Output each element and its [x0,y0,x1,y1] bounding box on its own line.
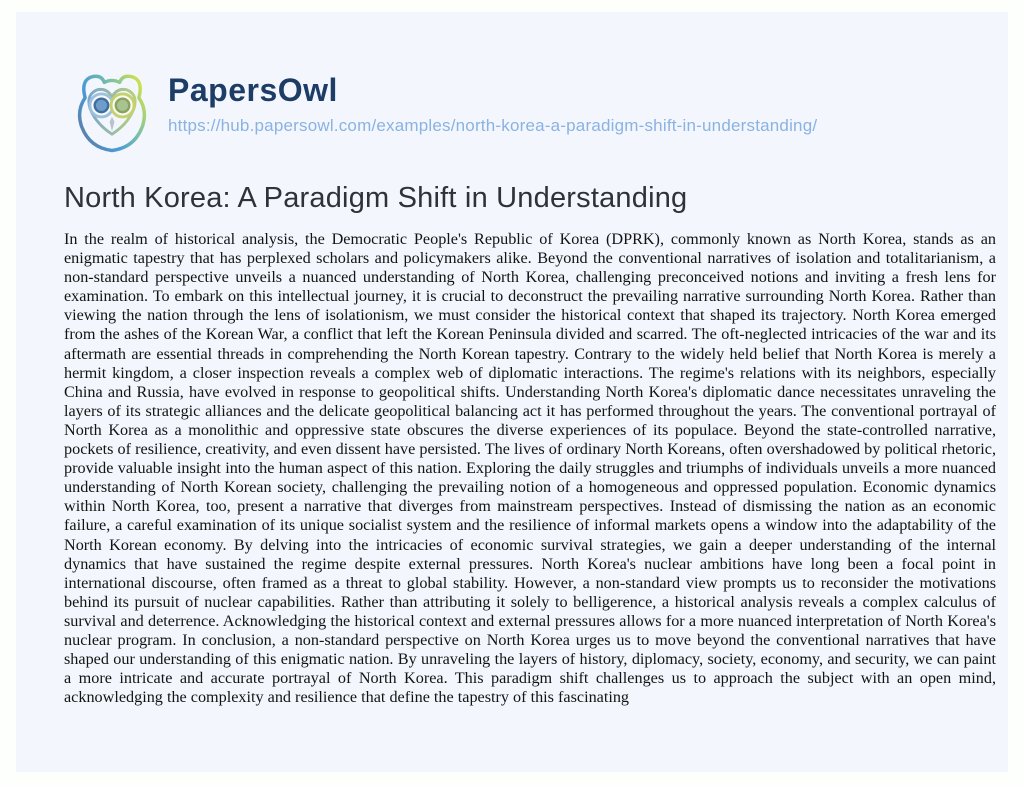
papersowl-owl-logo-icon [64,66,160,164]
source-url-link[interactable]: https://hub.papersowl.com/examples/north-korea-a-paradigm-shift-in-understanding/ [168,116,818,135]
essay-body-text: In the realm of historical analysis, the Democratic People's Republic of Korea (DPRK), commonly known as North Korea, stands as an enigmatic tapestry that has perplexed scholars and policymakers alike. Beyond the conventional narratives of isolation and totalitarianism, a non-standard perspective unveils a nuanced understanding of North Korea, challenging preconceived notions and inviting a fresh lens for examination. To embark on this intellectual journey, it is crucial to deconstruct the prevailing narrative surrounding North Korea. Rather than viewing the nation through the lens of isolationism, we must consider the historical context that shaped its trajectory. North Korea emerged from the ashes of the Korean War, a conflict that left the Korean Peninsula divided and scarred. The oft-neglected intricacies of the war and its aftermath are essential threads in comprehending the North Korean tapestry. Contrary to the widely held belief that North Korea is merely a hermit kingdom, a closer inspection reveals a complex web of diplomatic interactions. The regime's relations with its neighbors, especially China and Russia, have evolved in response to geopolitical shifts. Understanding North Korea's diplomatic dance necessitates unraveling the layers of its strategic alliances and the delicate geopolitical balancing act it has performed throughout the years. The conventional portrayal of North Korea as a monolithic and oppressive state obscures the diverse experiences of its populace. Beyond the state-controlled narrative, pockets of resilience, creativity, and even dissent have persisted. The lives of ordinary North Koreans, often overshadowed by political rhetoric, provide valuable insight into the human aspect of this nation. Exploring the daily struggles and triumphs of individuals unveils a more nuanced understanding of North Korean society, challenging the prevailing notion of a homogeneous and oppressed population. Economic dynamics within North Korea, too, present a narrative that diverges from mainstream perspectives. Instead of dismissing the nation as an economic failure, a careful examination of its unique socialist system and the resilience of informal markets opens a window into the adaptability of the North Korean economy. By delving into the intricacies of economic survival strategies, we gain a deeper understanding of the internal dynamics that have sustained the regime despite external pressures. North Korea's nuclear ambitions have long been a focal point in international discourse, often framed as a threat to global stability. However, a non-standard view prompts us to reconsider the motivations behind its pursuit of nuclear capabilities. Rather than attributing it solely to belligerence, a historical analysis reveals a complex calculus of survival and deterrence. Acknowledging the historical context and external pressures allows for a more nuanced interpretation of North Korea's nuclear program. In conclusion, a non-standard perspective on North Korea urges us to move beyond the conventional narratives that have shaped our understanding of this enigmatic nation. By unraveling the layers of history, diplomacy, society, economy, and security, we can paint a more intricate and accurate portrayal of North Korea. This paradigm shift challenges us to approach the subject with an open mind, acknowledging the complexity and resilience that define the tapestry of this fascinating [64,230,996,707]
document-card [16,12,1008,772]
brand-wordmark-link[interactable]: PapersOwl [168,72,338,108]
essay-title: North Korea: A Paradigm Shift in Understanding [64,182,688,214]
